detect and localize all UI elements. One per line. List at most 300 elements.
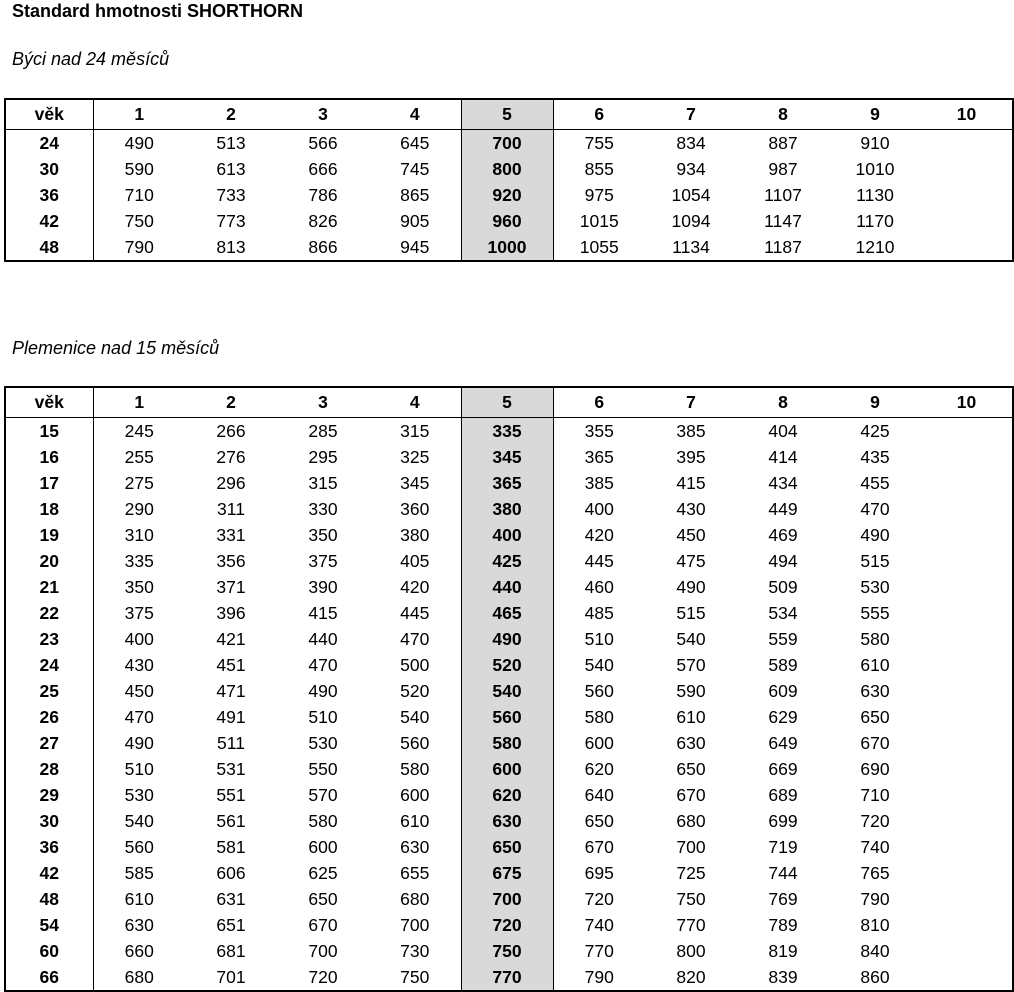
value-cell: 790 <box>860 888 890 909</box>
value-cell <box>921 912 1013 938</box>
value-cell: 839 <box>768 966 798 987</box>
header-cell: 6 <box>553 387 645 418</box>
value-cell: 345 <box>461 444 553 470</box>
table-row <box>5 208 1013 234</box>
value-cell: 420 <box>400 576 430 597</box>
header-cell: 7 <box>645 387 737 418</box>
value-cell: 255 <box>124 446 154 467</box>
value-cell: 295 <box>308 446 338 467</box>
value-cell <box>921 782 1013 808</box>
value-cell <box>921 496 1013 522</box>
value-cell: 375 <box>308 550 338 571</box>
value-cell: 335 <box>461 418 553 445</box>
value-cell: 580 <box>584 706 614 727</box>
value-cell: 750 <box>124 210 154 231</box>
value-cell: 520 <box>461 652 553 678</box>
value-cell: 415 <box>676 472 706 493</box>
value-cell <box>921 964 1013 991</box>
age-cell: 24 <box>5 652 93 678</box>
value-cell: 606 <box>216 862 246 883</box>
value-cell: 385 <box>584 472 614 493</box>
age-cell: 48 <box>5 234 93 261</box>
value-cell: 509 <box>768 576 798 597</box>
value-cell: 580 <box>400 758 430 779</box>
value-cell: 1170 <box>856 210 894 231</box>
table-row <box>5 808 1013 834</box>
age-cell: 30 <box>5 808 93 834</box>
header-cell: 8 <box>737 99 829 130</box>
value-cell: 513 <box>216 132 246 153</box>
table-row <box>5 964 1013 991</box>
value-cell: 675 <box>461 860 553 886</box>
value-cell <box>921 886 1013 912</box>
age-cell: 54 <box>5 912 93 938</box>
value-cell: 770 <box>461 964 553 991</box>
value-cell: 630 <box>860 680 890 701</box>
value-cell: 819 <box>768 940 798 961</box>
value-cell: 620 <box>584 758 614 779</box>
value-cell: 1094 <box>671 210 711 231</box>
value-cell: 670 <box>308 914 338 935</box>
value-cell: 581 <box>216 836 246 857</box>
table-row <box>5 782 1013 808</box>
value-cell: 380 <box>400 524 430 545</box>
value-cell: 750 <box>400 966 430 987</box>
value-cell: 559 <box>768 628 798 649</box>
value-cell: 813 <box>216 236 246 257</box>
value-cell: 485 <box>584 602 614 623</box>
table-row <box>5 156 1013 182</box>
value-cell: 689 <box>768 784 798 805</box>
value-cell: 491 <box>216 706 246 727</box>
value-cell: 330 <box>308 498 338 519</box>
value-cell: 490 <box>461 626 553 652</box>
value-cell: 356 <box>216 550 246 571</box>
value-cell: 296 <box>216 472 246 493</box>
value-cell: 720 <box>584 888 614 909</box>
value-cell: 866 <box>308 236 338 257</box>
age-cell: 21 <box>5 574 93 600</box>
table-row <box>5 182 1013 208</box>
value-cell: 700 <box>676 836 706 857</box>
header-cell: 1 <box>93 99 185 130</box>
value-cell: 860 <box>860 966 890 987</box>
value-cell: 600 <box>461 756 553 782</box>
value-cell: 365 <box>461 470 553 496</box>
value-cell: 580 <box>461 730 553 756</box>
value-cell: 285 <box>308 420 338 441</box>
header-cell: věk <box>5 99 93 130</box>
table-row <box>5 704 1013 730</box>
value-cell <box>921 938 1013 964</box>
table-row <box>5 130 1013 157</box>
value-cell: 511 <box>217 732 245 753</box>
value-cell: 440 <box>308 628 338 649</box>
age-cell: 26 <box>5 704 93 730</box>
value-cell: 590 <box>676 680 706 701</box>
value-cell: 720 <box>461 912 553 938</box>
value-cell: 560 <box>584 680 614 701</box>
value-cell: 585 <box>124 862 154 883</box>
document-title: Standard hmotnosti SHORTHORN <box>12 1 303 21</box>
table-row <box>5 730 1013 756</box>
value-cell: 865 <box>400 184 430 205</box>
value-cell: 290 <box>124 498 154 519</box>
value-cell: 561 <box>216 810 246 831</box>
value-cell: 1055 <box>579 236 619 257</box>
table-row <box>5 574 1013 600</box>
value-cell: 380 <box>461 496 553 522</box>
age-cell: 42 <box>5 860 93 886</box>
value-cell <box>921 756 1013 782</box>
value-cell: 540 <box>400 706 430 727</box>
value-cell: 855 <box>584 158 614 179</box>
value-cell: 400 <box>584 498 614 519</box>
value-cell: 266 <box>216 420 246 441</box>
weight-table-heifers <box>4 386 1014 992</box>
age-cell: 29 <box>5 782 93 808</box>
value-cell: 730 <box>400 940 430 961</box>
value-cell: 765 <box>860 862 890 883</box>
table-row <box>5 626 1013 652</box>
value-cell: 620 <box>461 782 553 808</box>
value-cell: 395 <box>676 446 706 467</box>
header-cell: 6 <box>553 99 645 130</box>
header-cell: 3 <box>277 387 369 418</box>
value-cell <box>921 522 1013 548</box>
value-cell: 470 <box>124 706 154 727</box>
value-cell: 435 <box>860 446 890 467</box>
value-cell: 700 <box>400 914 430 935</box>
value-cell: 609 <box>768 680 798 701</box>
age-cell: 20 <box>5 548 93 574</box>
value-cell: 640 <box>584 784 614 805</box>
header-cell: 9 <box>829 387 921 418</box>
header-cell: 7 <box>645 99 737 130</box>
value-cell: 1010 <box>855 158 895 179</box>
value-cell: 834 <box>676 132 706 153</box>
value-cell <box>921 156 1013 182</box>
value-cell: 500 <box>400 654 430 675</box>
age-cell: 22 <box>5 600 93 626</box>
value-cell: 670 <box>584 836 614 857</box>
table-row <box>5 912 1013 938</box>
value-cell <box>921 470 1013 496</box>
age-cell: 36 <box>5 182 93 208</box>
value-cell: 710 <box>860 784 890 805</box>
value-cell: 540 <box>461 678 553 704</box>
value-cell: 396 <box>216 602 246 623</box>
value-cell: 701 <box>216 966 246 987</box>
value-cell: 470 <box>860 498 890 519</box>
header-cell: 5 <box>461 387 553 418</box>
table-header-row <box>5 99 1013 130</box>
value-cell: 385 <box>676 420 706 441</box>
value-cell: 515 <box>860 550 890 571</box>
header-cell: 8 <box>737 387 829 418</box>
value-cell: 531 <box>216 758 246 779</box>
value-cell: 699 <box>768 810 798 831</box>
value-cell: 530 <box>860 576 890 597</box>
value-cell: 770 <box>676 914 706 935</box>
value-cell: 494 <box>768 550 798 571</box>
value-cell: 680 <box>400 888 430 909</box>
value-cell: 826 <box>308 210 338 231</box>
value-cell: 425 <box>860 420 890 441</box>
value-cell: 540 <box>676 628 706 649</box>
value-cell: 1147 <box>764 210 802 231</box>
table-row <box>5 756 1013 782</box>
value-cell: 325 <box>400 446 430 467</box>
table-row <box>5 548 1013 574</box>
value-cell: 580 <box>860 628 890 649</box>
value-cell: 789 <box>768 914 798 935</box>
age-cell: 19 <box>5 522 93 548</box>
value-cell: 414 <box>768 446 798 467</box>
value-cell: 400 <box>124 628 154 649</box>
value-cell <box>921 626 1013 652</box>
value-cell: 655 <box>400 862 430 883</box>
value-cell <box>921 574 1013 600</box>
age-cell: 60 <box>5 938 93 964</box>
table-row <box>5 496 1013 522</box>
value-cell: 540 <box>584 654 614 675</box>
age-cell: 42 <box>5 208 93 234</box>
value-cell: 560 <box>124 836 154 857</box>
value-cell: 365 <box>584 446 614 467</box>
value-cell: 650 <box>461 834 553 860</box>
value-cell: 650 <box>308 888 338 909</box>
value-cell: 421 <box>216 628 246 649</box>
value-cell: 275 <box>124 472 154 493</box>
value-cell: 790 <box>124 236 154 257</box>
value-cell <box>921 808 1013 834</box>
age-cell: 23 <box>5 626 93 652</box>
age-cell: 36 <box>5 834 93 860</box>
value-cell: 469 <box>768 524 798 545</box>
section-title-heifers: Plemenice nad 15 měsíců <box>12 338 220 358</box>
age-cell: 24 <box>5 130 93 157</box>
value-cell: 530 <box>308 732 338 753</box>
value-cell: 510 <box>584 628 614 649</box>
value-cell <box>921 730 1013 756</box>
value-cell: 920 <box>461 182 553 208</box>
header-cell: 4 <box>369 387 461 418</box>
value-cell: 471 <box>216 680 246 701</box>
value-cell: 470 <box>308 654 338 675</box>
value-cell: 475 <box>676 550 706 571</box>
value-cell: 450 <box>124 680 154 701</box>
value-cell <box>921 208 1013 234</box>
value-cell: 720 <box>860 810 890 831</box>
value-cell: 310 <box>124 524 154 545</box>
table-row <box>5 860 1013 886</box>
value-cell: 245 <box>124 420 154 441</box>
value-cell: 600 <box>584 732 614 753</box>
value-cell: 360 <box>400 498 430 519</box>
value-cell: 786 <box>308 184 338 205</box>
value-cell <box>921 444 1013 470</box>
value-cell: 415 <box>308 602 338 623</box>
header-cell: 4 <box>369 99 461 130</box>
value-cell: 490 <box>860 524 890 545</box>
table-row <box>5 678 1013 704</box>
value-cell: 660 <box>124 940 154 961</box>
value-cell: 905 <box>400 210 430 231</box>
value-cell <box>921 860 1013 886</box>
header-cell: 10 <box>921 387 1013 418</box>
value-cell: 355 <box>584 420 614 441</box>
value-cell: 580 <box>308 810 338 831</box>
value-cell: 610 <box>860 654 890 675</box>
value-cell <box>921 130 1013 157</box>
table-row <box>5 834 1013 860</box>
value-cell: 450 <box>676 524 706 545</box>
value-cell: 840 <box>860 940 890 961</box>
age-cell: 30 <box>5 156 93 182</box>
value-cell: 440 <box>461 574 553 600</box>
table-row <box>5 522 1013 548</box>
value-cell: 666 <box>308 158 338 179</box>
value-cell: 1054 <box>671 184 711 205</box>
age-cell: 25 <box>5 678 93 704</box>
value-cell: 770 <box>584 940 614 961</box>
value-cell: 613 <box>216 158 246 179</box>
value-cell: 510 <box>124 758 154 779</box>
value-cell: 630 <box>400 836 430 857</box>
value-cell: 681 <box>216 940 246 961</box>
table-row <box>5 444 1013 470</box>
value-cell: 315 <box>400 420 430 441</box>
value-cell: 515 <box>676 602 706 623</box>
value-cell: 934 <box>676 158 706 179</box>
age-cell: 16 <box>5 444 93 470</box>
table-row <box>5 652 1013 678</box>
value-cell: 570 <box>676 654 706 675</box>
value-cell: 600 <box>400 784 430 805</box>
value-cell: 371 <box>216 576 246 597</box>
value-cell: 700 <box>308 940 338 961</box>
value-cell: 490 <box>124 132 154 153</box>
value-cell: 350 <box>124 576 154 597</box>
value-cell: 1187 <box>764 236 802 257</box>
value-cell: 960 <box>461 208 553 234</box>
value-cell: 375 <box>124 602 154 623</box>
value-cell: 445 <box>584 550 614 571</box>
value-cell: 449 <box>768 498 798 519</box>
value-cell: 669 <box>768 758 798 779</box>
value-cell: 649 <box>768 732 798 753</box>
value-cell: 400 <box>461 522 553 548</box>
value-cell: 1107 <box>764 184 802 205</box>
value-cell: 750 <box>676 888 706 909</box>
value-cell: 490 <box>124 732 154 753</box>
value-cell: 750 <box>461 938 553 964</box>
value-cell <box>921 182 1013 208</box>
value-cell: 551 <box>216 784 246 805</box>
value-cell: 631 <box>216 888 246 909</box>
value-cell: 625 <box>308 862 338 883</box>
value-cell: 650 <box>676 758 706 779</box>
header-cell: 2 <box>185 99 277 130</box>
value-cell: 434 <box>768 472 798 493</box>
value-cell: 975 <box>584 184 614 205</box>
value-cell: 720 <box>308 966 338 987</box>
value-cell <box>921 234 1013 261</box>
value-cell: 455 <box>860 472 890 493</box>
value-cell: 650 <box>860 706 890 727</box>
value-cell: 820 <box>676 966 706 987</box>
table-row <box>5 938 1013 964</box>
value-cell: 790 <box>584 966 614 987</box>
value-cell: 800 <box>461 156 553 182</box>
value-cell: 315 <box>308 472 338 493</box>
value-cell: 276 <box>216 446 246 467</box>
value-cell: 651 <box>216 914 246 935</box>
table-row <box>5 470 1013 496</box>
value-cell: 460 <box>584 576 614 597</box>
age-cell: 17 <box>5 470 93 496</box>
value-cell: 700 <box>461 886 553 912</box>
value-cell: 740 <box>584 914 614 935</box>
value-cell: 773 <box>216 210 246 231</box>
value-cell: 335 <box>124 550 154 571</box>
value-cell: 695 <box>584 862 614 883</box>
value-cell: 945 <box>400 236 430 257</box>
value-cell: 987 <box>768 158 798 179</box>
value-cell: 740 <box>860 836 890 857</box>
value-cell: 1210 <box>855 236 895 257</box>
value-cell: 670 <box>676 784 706 805</box>
age-cell: 27 <box>5 730 93 756</box>
value-cell: 451 <box>216 654 246 675</box>
value-cell <box>921 548 1013 574</box>
value-cell: 1130 <box>856 184 894 205</box>
value-cell: 470 <box>400 628 430 649</box>
value-cell: 769 <box>768 888 798 909</box>
value-cell: 540 <box>124 810 154 831</box>
value-cell: 530 <box>124 784 154 805</box>
value-cell: 670 <box>860 732 890 753</box>
value-cell: 430 <box>676 498 706 519</box>
section-title-bulls: Býci nad 24 měsíců <box>12 49 170 69</box>
table-row <box>5 600 1013 626</box>
value-cell <box>921 704 1013 730</box>
age-cell: 18 <box>5 496 93 522</box>
value-cell: 404 <box>768 420 798 441</box>
header-cell: 1 <box>93 387 185 418</box>
age-cell: 28 <box>5 756 93 782</box>
value-cell: 680 <box>124 966 154 987</box>
value-cell: 810 <box>860 914 890 935</box>
header-cell: věk <box>5 387 93 418</box>
value-cell: 700 <box>461 130 553 157</box>
value-cell: 534 <box>768 602 798 623</box>
age-cell: 48 <box>5 886 93 912</box>
value-cell: 331 <box>216 524 246 545</box>
value-cell: 887 <box>768 132 798 153</box>
value-cell: 311 <box>217 498 245 519</box>
value-cell: 610 <box>400 810 430 831</box>
header-cell: 9 <box>829 99 921 130</box>
value-cell: 390 <box>308 576 338 597</box>
value-cell: 430 <box>124 654 154 675</box>
value-cell: 405 <box>400 550 430 571</box>
header-cell: 2 <box>185 387 277 418</box>
value-cell: 350 <box>308 524 338 545</box>
value-cell: 725 <box>676 862 706 883</box>
value-cell: 630 <box>124 914 154 935</box>
